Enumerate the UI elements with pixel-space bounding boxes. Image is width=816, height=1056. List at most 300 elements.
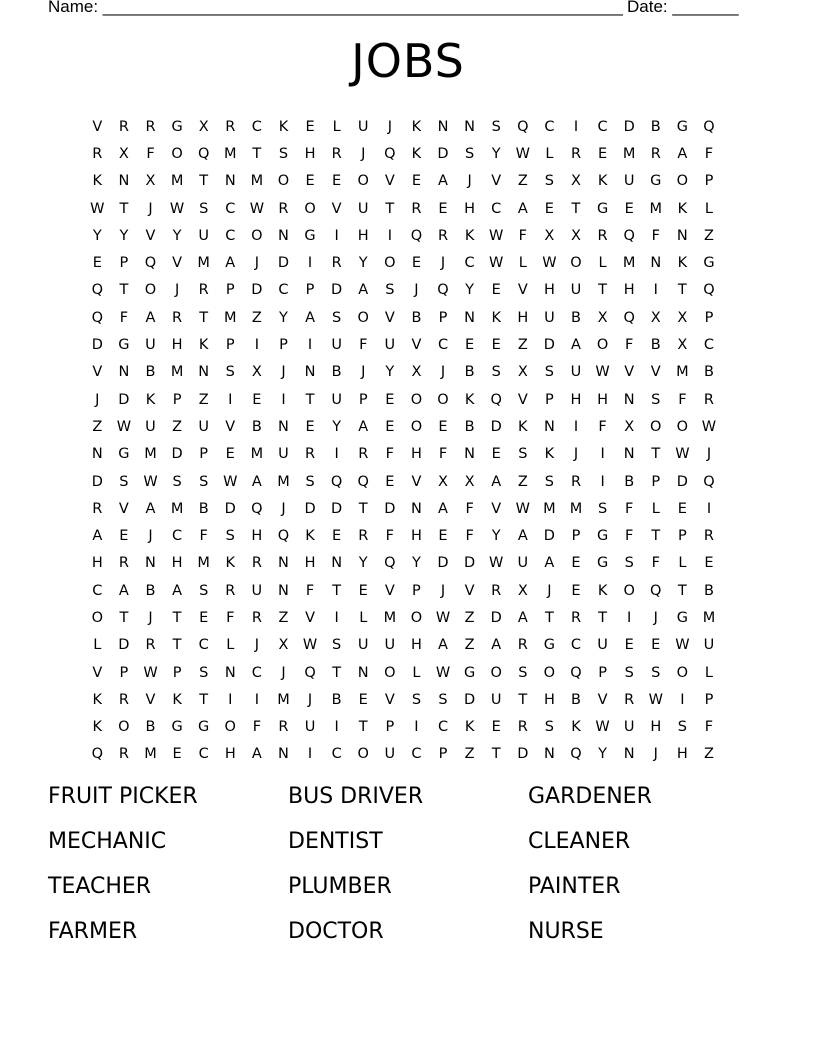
grid-letter: Y	[385, 364, 395, 381]
grid-letter: T	[119, 282, 129, 299]
grid-letter: Q	[91, 282, 103, 299]
grid-letter: M	[543, 500, 556, 517]
grid-letter: P	[172, 391, 182, 408]
grid-letter: Q	[384, 145, 396, 162]
grid-letter: N	[464, 446, 476, 463]
grid-letter: R	[703, 528, 714, 545]
grid-letter: L	[226, 637, 235, 654]
grid-letter: I	[627, 609, 632, 626]
grid-letter: G	[118, 337, 130, 354]
grid-letter: S	[597, 500, 608, 517]
grid-letter: I	[228, 391, 233, 408]
grid-letter: X	[544, 227, 555, 244]
grid-letter: T	[252, 145, 262, 162]
grid-letter: D	[437, 145, 449, 162]
grid-letter: K	[464, 391, 475, 408]
grid-letter: C	[198, 746, 209, 763]
grid-letter: D	[543, 528, 555, 545]
grid-letter: O	[676, 173, 689, 190]
grid-letter: L	[704, 664, 713, 681]
grid-letter: R	[597, 227, 608, 244]
grid-letter: P	[704, 173, 714, 190]
grid-letter: W	[595, 364, 610, 381]
grid-letter: O	[437, 391, 449, 408]
grid-letter: H	[171, 337, 183, 354]
grid-letter: D	[118, 637, 130, 654]
grid-letter: I	[600, 473, 605, 490]
grid-letter: J	[148, 609, 153, 626]
grid-letter: A	[225, 255, 236, 272]
grid-letter: A	[571, 337, 581, 354]
word-list-item: GARDENER	[528, 784, 652, 809]
grid-letter: U	[384, 337, 396, 354]
grid-letter: O	[490, 664, 502, 681]
grid-letter: N	[623, 446, 635, 463]
grid-letter: E	[358, 582, 368, 599]
grid-letter: N	[118, 173, 130, 190]
grid-letter: Y	[332, 418, 342, 435]
grid-letter: M	[197, 555, 210, 572]
grid-letter: O	[144, 282, 157, 299]
grid-letter: G	[596, 555, 609, 572]
grid-letter: U	[384, 637, 396, 654]
grid-letter: U	[544, 309, 555, 326]
grid-letter: J	[254, 637, 259, 654]
grid-letter: A	[517, 528, 528, 545]
grid-row	[84, 359, 744, 386]
grid-letter: V	[225, 418, 236, 435]
grid-letter: U	[384, 746, 396, 763]
grid-letter: A	[677, 145, 688, 162]
grid-letter: Z	[464, 637, 475, 654]
grid-letter: R	[278, 200, 289, 217]
grid-letter: E	[411, 255, 421, 272]
grid-letter: W	[435, 664, 451, 681]
grid-letter: N	[410, 500, 422, 517]
grid-letter: R	[517, 637, 528, 654]
word-list-item: CLEANER	[528, 829, 631, 854]
grid-letter: U	[198, 418, 209, 435]
grid-letter: H	[597, 391, 609, 408]
grid-letter: S	[624, 664, 634, 681]
grid-letter: H	[570, 391, 582, 408]
grid-letter: V	[411, 337, 422, 354]
grid-letter: E	[305, 118, 315, 135]
grid-letter: B	[650, 337, 661, 354]
grid-letter: O	[357, 173, 369, 190]
grid-letter: A	[251, 746, 262, 763]
grid-letter: Z	[198, 391, 209, 408]
grid-letter: C	[464, 255, 475, 272]
grid-letter: Y	[119, 227, 129, 244]
grid-letter: N	[676, 227, 688, 244]
grid-letter: M	[224, 309, 237, 326]
grid-letter: H	[304, 145, 316, 162]
grid-letter: O	[410, 418, 423, 435]
grid-letter: A	[92, 528, 103, 545]
grid-letter: E	[358, 691, 368, 708]
grid-letter: N	[650, 255, 662, 272]
grid-letter: M	[224, 145, 237, 162]
grid-letter: A	[517, 200, 528, 217]
grid-letter: F	[465, 500, 474, 517]
grid-letter: C	[544, 118, 555, 135]
grid-letter: E	[597, 145, 608, 162]
word-list-item: NURSE	[528, 919, 604, 944]
grid-letter: U	[278, 446, 289, 463]
grid-letter: M	[569, 500, 583, 517]
grid-letter: R	[145, 637, 156, 654]
grid-letter: X	[464, 473, 475, 490]
grid-letter: V	[491, 173, 502, 190]
grid-letter: E	[385, 473, 395, 490]
grid-letter: M	[197, 255, 210, 272]
grid-letter: W	[515, 500, 530, 517]
grid-letter: O	[543, 664, 556, 681]
grid-letter: E	[704, 555, 714, 572]
grid-letter: I	[387, 227, 392, 244]
grid-letter: K	[518, 418, 528, 435]
grid-letter: Z	[517, 173, 528, 190]
grid-letter: E	[438, 200, 448, 217]
grid-letter: K	[198, 337, 209, 354]
grid-letter: W	[542, 255, 557, 272]
grid-letter: A	[251, 473, 262, 490]
grid-letter: C	[225, 200, 236, 217]
grid-letter: C	[198, 637, 209, 654]
grid-letter: Q	[384, 555, 396, 572]
grid-letter: Q	[277, 528, 290, 545]
grid-letter: G	[650, 173, 662, 190]
grid-letter: Y	[358, 555, 368, 572]
word-list-item: TEACHER	[48, 874, 152, 899]
grid-letter: R	[570, 473, 582, 490]
grid-letter: D	[437, 555, 449, 572]
grid-letter: O	[570, 255, 582, 272]
grid-letter: S	[199, 582, 209, 599]
grid-letter: R	[437, 227, 449, 244]
grid-letter: Q	[91, 309, 103, 326]
grid-letter: R	[703, 391, 714, 408]
grid-letter: C	[570, 637, 582, 654]
word-list-item: PLUMBER	[288, 874, 392, 899]
grid-letter: N	[543, 418, 555, 435]
grid-letter: E	[624, 637, 634, 654]
grid-letter: U	[331, 337, 342, 354]
grid-letter: W	[489, 227, 504, 244]
grid-letter: F	[146, 145, 155, 162]
word-list-item: FRUIT PICKER	[48, 784, 198, 809]
grid-letter: P	[651, 473, 661, 490]
grid-letter: S	[199, 473, 209, 490]
grid-letter: J	[254, 255, 259, 272]
grid-letter: C	[331, 746, 342, 763]
grid-letter: W	[116, 418, 132, 435]
grid-letter: B	[331, 364, 342, 381]
page-title: JOBS	[351, 34, 465, 88]
grid-letter: S	[544, 473, 554, 490]
grid-letter: S	[544, 364, 554, 381]
grid-letter: R	[358, 446, 369, 463]
grid-letter: N	[464, 118, 476, 135]
grid-letter: K	[92, 719, 103, 736]
grid-letter: G	[543, 637, 556, 654]
grid-letter: K	[677, 200, 688, 217]
grid-letter: Q	[251, 500, 263, 517]
grid-letter: D	[676, 473, 688, 490]
grid-letter: E	[199, 609, 209, 626]
grid-letter: T	[199, 173, 209, 190]
grid-letter: P	[438, 309, 448, 326]
grid-letter: O	[410, 609, 423, 626]
grid-letter: U	[357, 637, 369, 654]
grid-letter: E	[385, 391, 395, 408]
grid-letter: S	[332, 637, 342, 654]
grid-letter: S	[172, 473, 182, 490]
grid-letter: U	[597, 637, 608, 654]
grid-letter: P	[412, 582, 421, 599]
grid-letter: T	[571, 200, 581, 217]
grid-letter: U	[490, 691, 502, 708]
grid-letter: K	[491, 309, 501, 326]
grid-letter: S	[491, 118, 501, 135]
grid-letter: F	[438, 446, 448, 463]
grid-letter: N	[145, 555, 156, 572]
date-field-label: Date: _______	[627, 0, 739, 16]
grid-row	[84, 741, 744, 768]
grid-letter: A	[172, 582, 183, 599]
grid-letter: U	[145, 337, 156, 354]
grid-letter: H	[517, 309, 529, 326]
grid-letter: J	[573, 446, 579, 463]
grid-letter: D	[91, 337, 103, 354]
grid-letter: V	[92, 664, 103, 681]
grid-letter: M	[622, 145, 636, 162]
grid-letter: A	[517, 609, 528, 626]
grid-letter: U	[570, 282, 582, 299]
grid-row	[84, 495, 744, 522]
grid-letter: R	[491, 582, 502, 599]
grid-letter: R	[570, 145, 582, 162]
grid-letter: M	[144, 746, 157, 763]
grid-letter: L	[704, 200, 713, 217]
grid-letter: K	[145, 391, 156, 408]
word-list-item: PAINTER	[528, 874, 621, 899]
grid-letter: D	[118, 391, 130, 408]
grid-letter: F	[385, 528, 394, 545]
grid-letter: B	[571, 309, 581, 326]
grid-letter: K	[172, 691, 182, 708]
grid-letter: W	[648, 691, 663, 708]
grid-letter: S	[624, 555, 634, 572]
grid-letter: S	[225, 528, 235, 545]
grid-letter: I	[307, 337, 313, 354]
grid-letter: G	[463, 664, 476, 681]
grid-letter: C	[703, 337, 715, 354]
grid-letter: P	[358, 391, 368, 408]
grid-letter: J	[653, 746, 658, 763]
grid-letter: X	[624, 418, 635, 435]
grid-letter: J	[706, 446, 712, 463]
grid-letter: D	[543, 337, 555, 354]
grid-letter: J	[361, 145, 366, 162]
grid-letter: R	[225, 582, 236, 599]
grid-letter: C	[251, 664, 262, 681]
grid-letter: S	[199, 200, 209, 217]
grid-letter: W	[143, 664, 158, 681]
grid-letter: O	[384, 255, 396, 272]
grid-letter: T	[385, 200, 395, 217]
grid-letter: B	[703, 364, 714, 381]
grid-letter: S	[119, 473, 129, 490]
grid-letter: U	[623, 719, 635, 736]
grid-letter: C	[225, 227, 236, 244]
grid-letter: B	[198, 500, 209, 517]
grid-letter: V	[145, 691, 156, 708]
grid-letter: S	[438, 691, 448, 708]
grid-letter: J	[440, 255, 446, 272]
grid-letter: I	[334, 719, 339, 736]
grid-letter: Q	[144, 255, 157, 272]
grid-letter: M	[702, 609, 716, 626]
grid-letter: T	[172, 637, 182, 654]
grid-letter: N	[331, 555, 343, 572]
grid-letter: B	[145, 364, 156, 381]
grid-letter: Y	[279, 309, 288, 326]
grid-letter: T	[651, 528, 661, 545]
grid-letter: P	[119, 664, 129, 681]
grid-letter: T	[544, 609, 554, 626]
word-list-item: DOCTOR	[288, 919, 384, 944]
grid-letter: E	[305, 173, 315, 190]
grid-letter: H	[171, 555, 183, 572]
grid-letter: T	[332, 582, 342, 599]
grid-letter: M	[170, 500, 184, 517]
grid-letter: V	[517, 282, 528, 299]
grid-letter: J	[95, 391, 100, 408]
grid-letter: F	[199, 528, 208, 545]
grid-letter: B	[251, 418, 262, 435]
grid-letter: I	[307, 255, 313, 272]
grid-letter: R	[118, 118, 129, 135]
grid-letter: K	[92, 173, 103, 190]
grid-letter: V	[491, 500, 502, 517]
grid-letter: P	[199, 446, 209, 463]
grid-letter: N	[91, 446, 103, 463]
grid-letter: U	[703, 637, 715, 654]
grid-letter: A	[305, 309, 315, 326]
grid-letter: R	[517, 719, 528, 736]
grid-letter: E	[651, 637, 661, 654]
grid-letter: O	[171, 145, 183, 162]
grid-letter: F	[598, 418, 607, 435]
grid-letter: M	[383, 609, 397, 626]
grid-letter: N	[357, 664, 369, 681]
grid-letter: C	[597, 118, 608, 135]
grid-letter: P	[225, 337, 235, 354]
grid-letter: T	[119, 609, 129, 626]
grid-letter: F	[704, 719, 714, 736]
grid-letter: T	[332, 664, 342, 681]
grid-letter: W	[143, 473, 158, 490]
grid-letter: J	[148, 200, 153, 217]
grid-letter: N	[278, 555, 289, 572]
grid-letter: O	[676, 664, 689, 681]
grid-letter: W	[489, 255, 504, 272]
grid-letter: Q	[330, 473, 343, 490]
grid-letter: V	[331, 200, 342, 217]
grid-letter: U	[357, 200, 369, 217]
grid-letter: O	[596, 337, 609, 354]
grid-letter: E	[385, 418, 395, 435]
grid-letter: Z	[464, 746, 475, 763]
grid-row	[84, 686, 744, 713]
grid-letter: O	[118, 719, 130, 736]
grid-letter: X	[677, 309, 688, 326]
grid-letter: D	[331, 282, 343, 299]
grid-letter: D	[464, 555, 476, 572]
grid-letter: A	[438, 637, 448, 654]
grid-letter: G	[304, 227, 316, 244]
grid-letter: J	[174, 282, 180, 299]
word-list-item: FARMER	[48, 919, 138, 944]
grid-letter: D	[517, 746, 529, 763]
grid-letter: G	[676, 609, 688, 626]
grid-letter: N	[118, 364, 130, 381]
grid-letter: J	[467, 173, 472, 190]
grid-letter: N	[224, 664, 236, 681]
grid-letter: O	[650, 418, 662, 435]
grid-letter: S	[411, 691, 422, 708]
grid-letter: F	[678, 391, 687, 408]
grid-letter: K	[677, 255, 688, 272]
grid-letter: O	[251, 227, 263, 244]
grid-letter: O	[277, 173, 290, 190]
grid-letter: S	[677, 719, 687, 736]
grid-letter: R	[650, 145, 661, 162]
grid-letter: F	[252, 719, 262, 736]
grid-letter: Y	[172, 227, 182, 244]
grid-letter: I	[573, 418, 579, 435]
grid-letter: W	[169, 200, 185, 217]
grid-letter: Y	[491, 145, 501, 162]
grid-letter: P	[677, 528, 687, 545]
grid-row	[84, 604, 744, 631]
grid-letter: Z	[703, 746, 714, 763]
grid-letter: K	[411, 145, 422, 162]
grid-letter: I	[680, 691, 685, 708]
grid-letter: W	[675, 446, 690, 463]
grid-letter: P	[279, 337, 288, 354]
grid-letter: F	[625, 337, 634, 354]
grid-letter: S	[544, 173, 554, 190]
grid-letter: X	[198, 118, 209, 135]
grid-letter: E	[491, 282, 501, 299]
grid-row	[84, 277, 744, 304]
grid-letter: I	[307, 746, 313, 763]
grid-letter: H	[623, 282, 635, 299]
grid-letter: E	[677, 500, 687, 517]
grid-letter: Q	[410, 227, 423, 244]
grid-letter: T	[598, 609, 607, 626]
grid-letter: X	[677, 337, 688, 354]
grid-letter: I	[334, 227, 339, 244]
grid-letter: P	[305, 282, 315, 299]
grid-letter: A	[145, 500, 156, 517]
grid-letter: D	[251, 282, 263, 299]
grid-row	[84, 659, 744, 686]
grid-letter: E	[92, 255, 102, 272]
